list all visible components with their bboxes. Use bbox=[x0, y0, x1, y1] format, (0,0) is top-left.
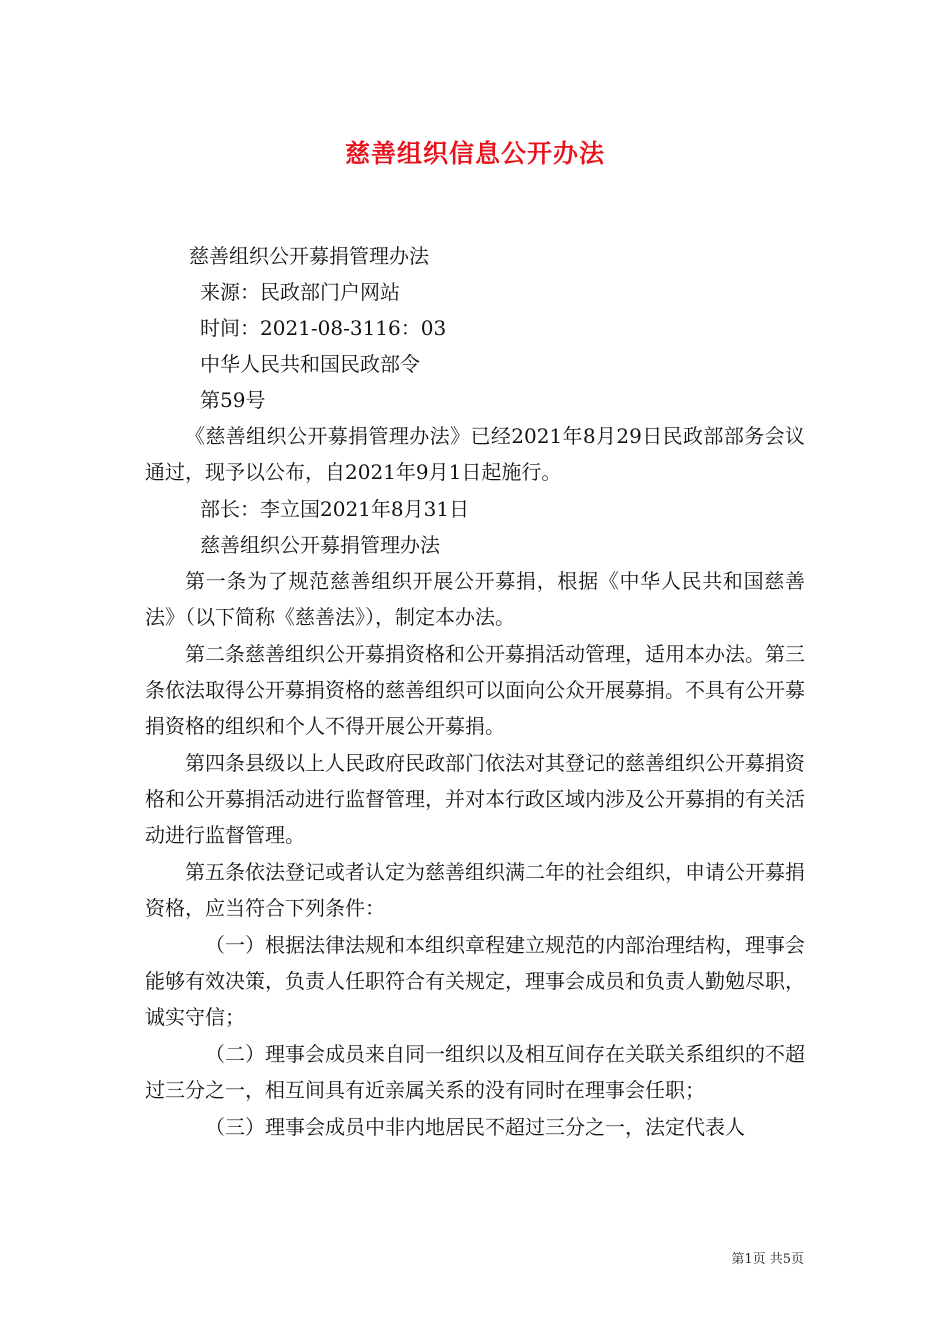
source-line: 来源：民政部门户网站 bbox=[200, 280, 400, 304]
document-title: 慈善组织信息公开办法 bbox=[344, 139, 605, 168]
decree-number-line: 第59号 bbox=[200, 388, 266, 412]
sub-title-line: 慈善组织公开募捐管理办法 bbox=[189, 244, 429, 268]
signature-line: 部长：李立国2021年8月31日 bbox=[200, 497, 470, 521]
article-2-paragraph: 第二条慈善组织公开募捐资格和公开募捐活动管理，适用本办法。第三条依法取得公开募捐资格的慈善组织可以面向公众开展募捐。不具有公开募捐资格的组织和个人不得开展公开募捐。 bbox=[145, 642, 805, 738]
condition-item-2: （二）理事会成员来自同一组织以及相互间存在关联关系组织的不超过三分之一，相互间具有近亲属关系的没有同时在理事会任职； bbox=[145, 1042, 805, 1102]
article-4-paragraph: 第四条县级以上人民政府民政部门依法对其登记的慈善组织公开募捐资格和公开募捐活动进行监督管理，并对本行政区域内涉及公开募捐的有关活动进行监督管理。 bbox=[145, 751, 805, 847]
page-footer: 第1页 共5页 bbox=[731, 1252, 804, 1267]
article-1-paragraph: 第一条为了规范慈善组织开展公开募捐，根据《中华人民共和国慈善法》（以下简称《慈善法》），制定本办法。 bbox=[145, 569, 805, 629]
time-line: 时间：2021-08-3116：03 bbox=[200, 316, 447, 340]
announcement-paragraph: 《慈善组织公开募捐管理办法》已经2021年8月29日民政部部务会议通过，现予以公布，自2021年9月1日起施行。 bbox=[145, 424, 805, 484]
document-body bbox=[145, 238, 805, 1146]
article-5-paragraph: 第五条依法登记或者认定为慈善组织满二年的社会组织，申请公开募捐资格，应当符合下列条件： bbox=[145, 860, 805, 920]
condition-item-3: （三）理事会成员中非内地居民不超过三分之一，法定代表人 bbox=[205, 1115, 745, 1139]
repeat-title-line: 慈善组织公开募捐管理办法 bbox=[200, 533, 440, 557]
issuer-line: 中华人民共和国民政部令 bbox=[200, 352, 420, 376]
condition-item-1: （一）根据法律法规和本组织章程建立规范的内部治理结构，理事会能够有效决策，负责人任职符合有关规定，理事会成员和负责人勤勉尽职，诚实守信； bbox=[145, 933, 805, 1029]
